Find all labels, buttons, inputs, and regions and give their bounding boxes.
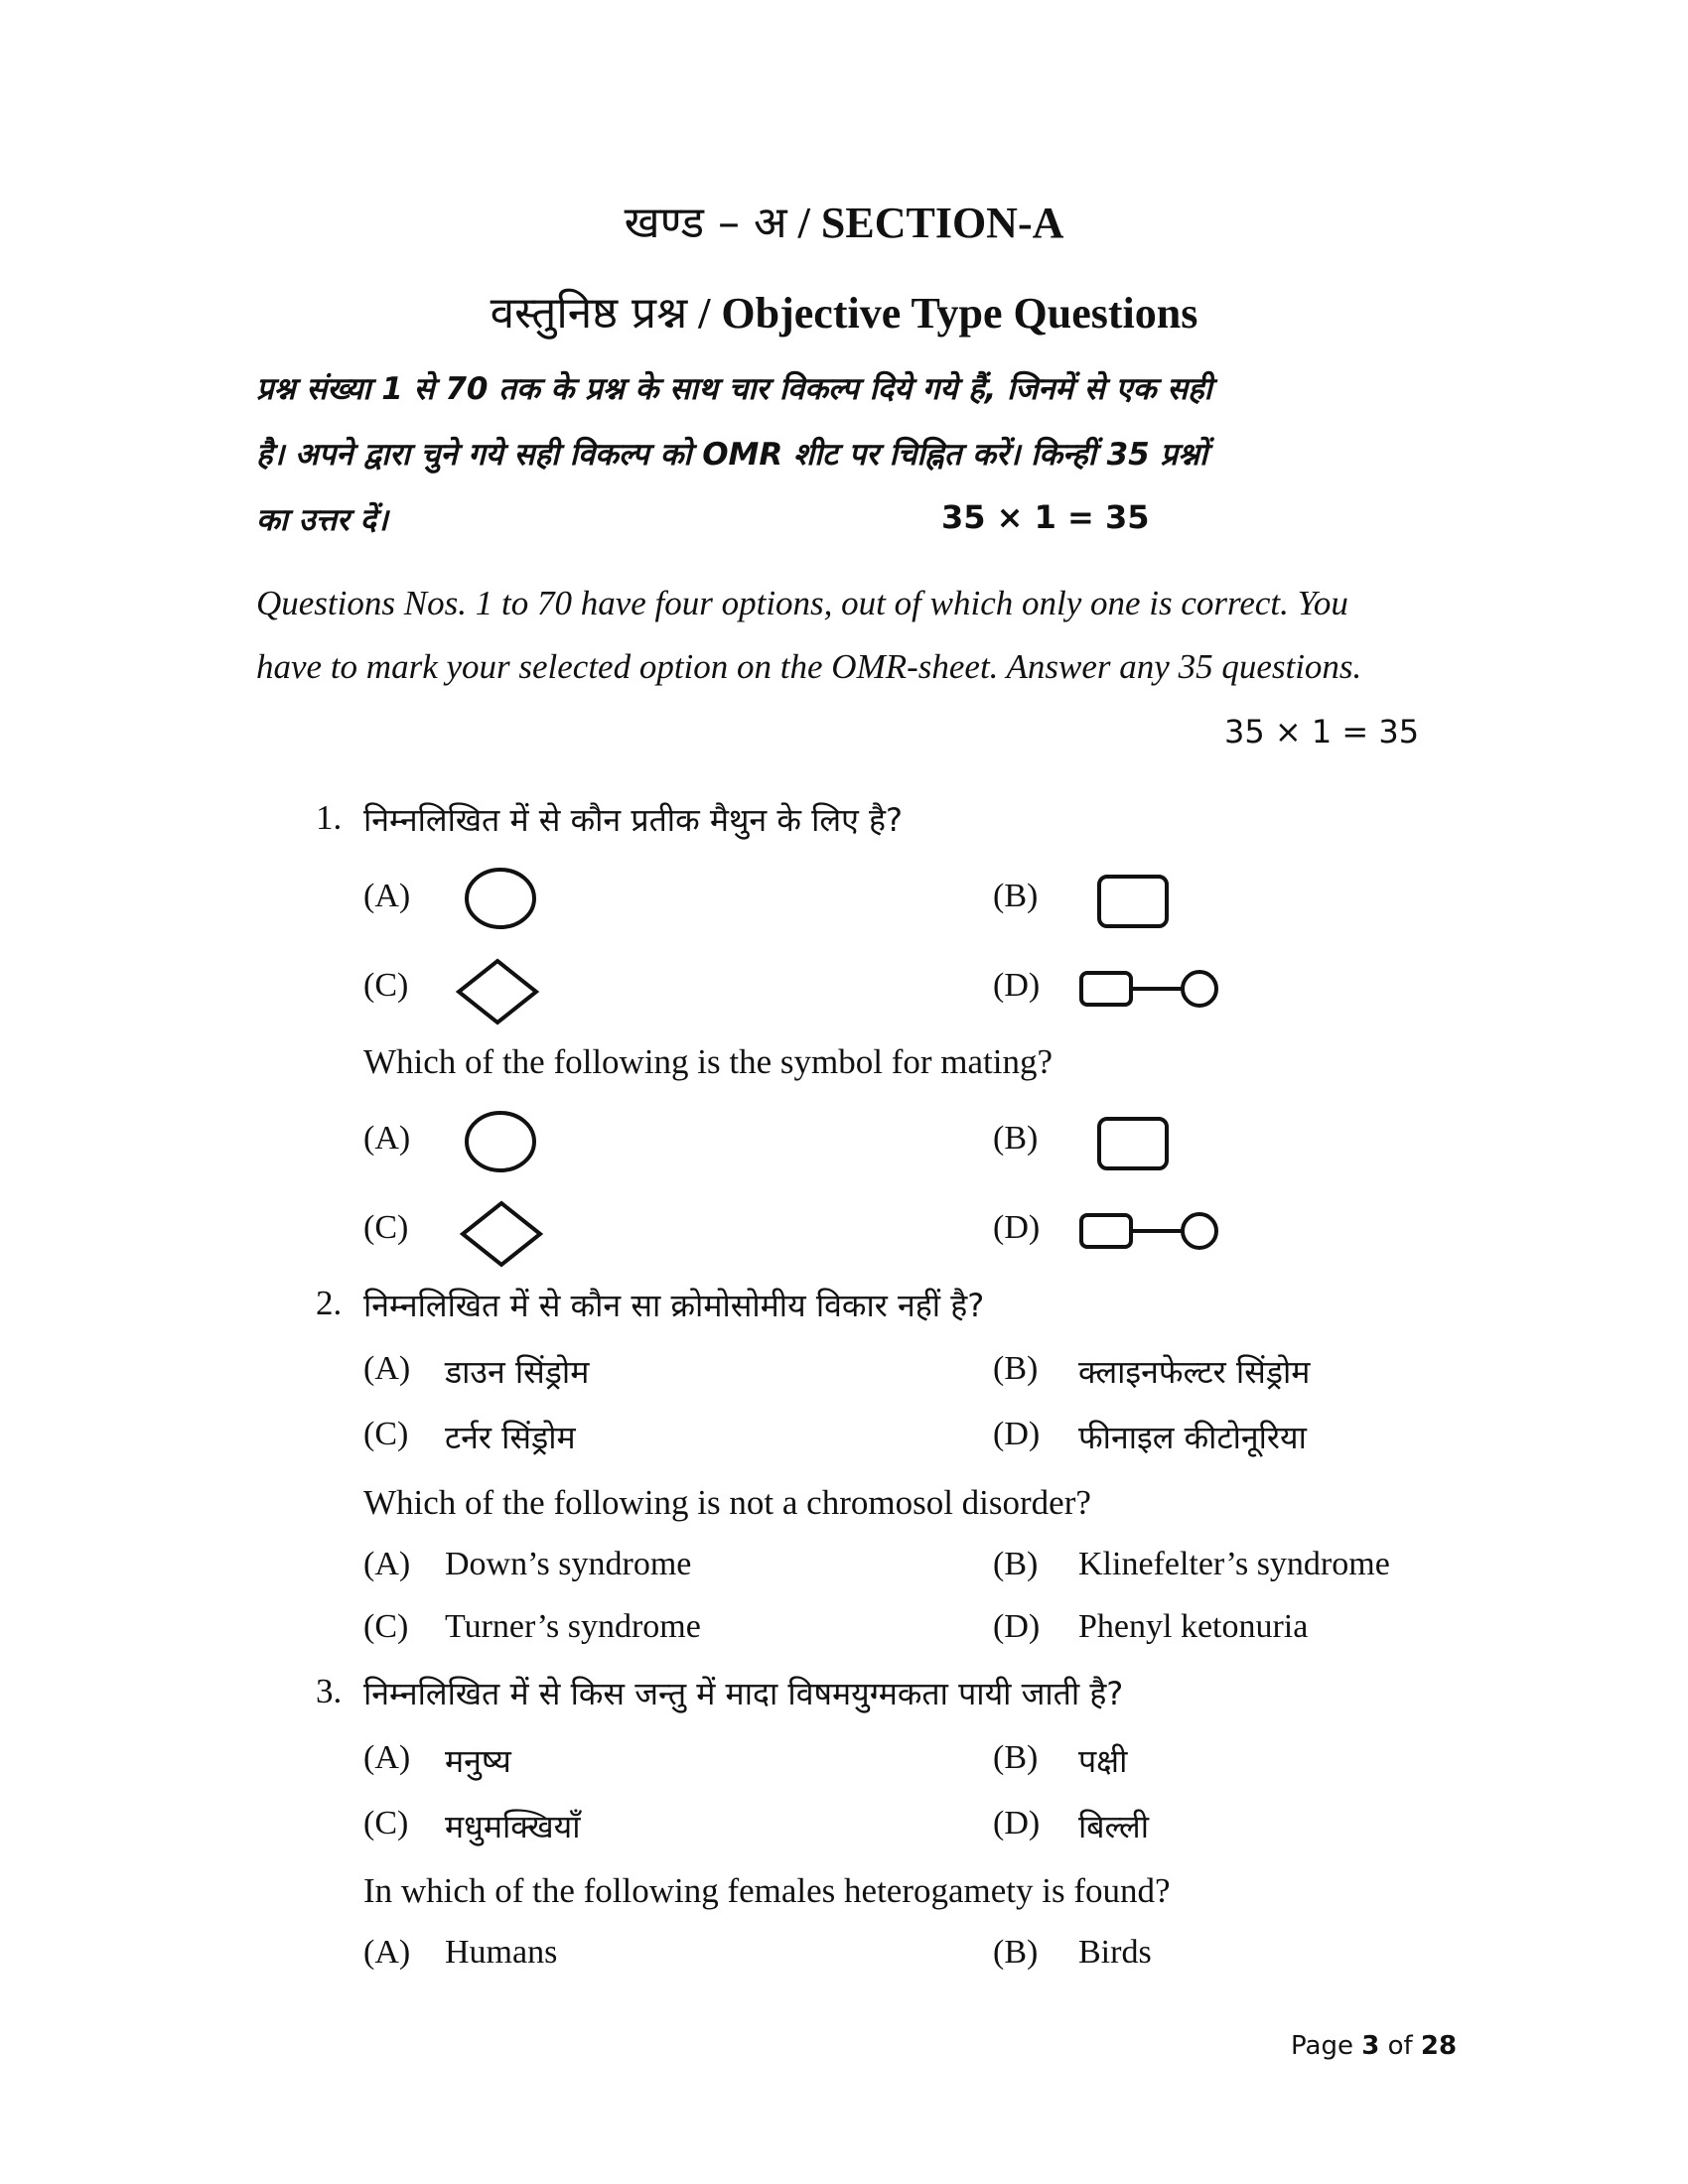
type-heading-separator: / — [687, 289, 722, 338]
page-total: 28 — [1420, 2031, 1458, 2061]
question-1-text-hi: निम्नलिखित में से कौन प्रतीक मैथुन के लिए है? — [363, 801, 903, 839]
type-heading — [0, 281, 1688, 341]
diamond-icon — [455, 957, 540, 1026]
question-3-text-en: In which of the following females heterogamety is found? — [363, 1871, 1171, 1910]
page-footer — [1291, 2031, 1457, 2061]
question-2-text-hi: निम्नलिखित में से कौन सा क्रोमोसोमीय विकार नहीं है? — [363, 1287, 985, 1324]
question-3-en-option-a: Humans — [445, 1934, 558, 1971]
instruction-hi-line-3: का उत्तर दें। — [256, 502, 388, 538]
question-3-number: 3. — [316, 1672, 343, 1710]
section-heading — [0, 191, 1688, 250]
type-heading-en: Objective Type Questions — [721, 289, 1198, 338]
section-heading-en: SECTION-A — [820, 199, 1064, 247]
question-2-en-option-c-label: (C) — [363, 1608, 409, 1645]
question-2-text-en: Which of the following is not a chromosol disorder? — [363, 1483, 1091, 1522]
circle-icon — [463, 866, 538, 931]
question-1-en-option-d-label: (D) — [993, 1209, 1041, 1246]
question-3-hi-option-d-label: (D) — [993, 1805, 1041, 1842]
of-word: of — [1379, 2031, 1421, 2061]
question-3-text-hi: निम्नलिखित में से किस जन्तु में मादा विषमयुग्मकता पायी जाती है? — [363, 1675, 1124, 1712]
square-line-circle-icon — [1078, 1211, 1223, 1251]
question-1-text-en: Which of the following is the symbol for mating? — [363, 1042, 1054, 1081]
question-2-hi-option-b: क्लाइनफेल्टर सिंड्रोम — [1078, 1353, 1311, 1391]
question-3-hi-option-a: मनुष्य — [445, 1742, 511, 1780]
page-word: Page — [1291, 2031, 1362, 2061]
question-2-hi-option-c-label: (C) — [363, 1416, 409, 1452]
question-1-en-option-a-label: (A) — [363, 1120, 411, 1157]
question-2-hi-option-d-label: (D) — [993, 1416, 1041, 1452]
type-heading-hi: वस्तुनिष्ठ प्रश्न — [490, 288, 688, 339]
question-2-hi-option-b-label: (B) — [993, 1350, 1039, 1387]
rounded-square-icon — [1096, 1116, 1172, 1173]
question-3-hi-option-a-label: (A) — [363, 1739, 411, 1776]
question-1-hi-option-b-label: (B) — [993, 878, 1039, 914]
question-2-hi-option-a: डाउन सिंड्रोम — [445, 1353, 590, 1391]
question-3-en-option-a-label: (A) — [363, 1934, 411, 1971]
question-1-hi-option-a-label: (A) — [363, 878, 411, 914]
instruction-hi-line-1: प्रश्न संख्या 1 से 70 तक के प्रश्न के साथ चार विकल्प दिये गये हैं, जिनमें से एक सही — [256, 371, 1212, 407]
circle-icon — [463, 1109, 538, 1174]
marks-en: 35 × 1 = 35 — [1224, 713, 1420, 751]
section-heading-separator: / — [786, 199, 821, 247]
question-2-hi-option-a-label: (A) — [363, 1350, 411, 1387]
question-3-hi-option-c-label: (C) — [363, 1805, 409, 1842]
question-1-en-option-c-label: (C) — [363, 1209, 409, 1246]
square-line-circle-icon — [1078, 969, 1223, 1009]
question-2-en-option-d: Phenyl ketonuria — [1078, 1608, 1309, 1645]
marks-hi: 35 × 1 = 35 — [941, 498, 1150, 536]
section-heading-hi: खण्ड – अ — [624, 198, 787, 248]
question-1-hi-option-c-label: (C) — [363, 967, 409, 1004]
question-1-en-option-b-label: (B) — [993, 1120, 1039, 1157]
instruction-en-line-1: Questions Nos. 1 to 70 have four options, out of which only one is correct. You — [256, 584, 1348, 622]
question-2-hi-option-d: फीनाइल कीटोनूरिया — [1078, 1419, 1307, 1456]
question-2-en-option-b-label: (B) — [993, 1546, 1039, 1582]
instruction-en-line-2: have to mark your selected option on the OMR-sheet. Answer any 35 questions. — [256, 647, 1362, 686]
instruction-hi-line-2: है। अपने द्वारा चुने गये सही विकल्प को OMR शीट पर चिह्नित करें। किन्हीं 35 प्रश्नों — [256, 437, 1208, 473]
question-3-hi-option-b-label: (B) — [993, 1739, 1039, 1776]
question-2-number: 2. — [316, 1284, 343, 1322]
question-3-hi-option-b: पक्षी — [1078, 1742, 1128, 1780]
question-1-number: 1. — [316, 798, 343, 837]
question-2-en-option-b: Klinefelter’s syndrome — [1078, 1546, 1390, 1582]
question-2-en-option-c: Turner’s syndrome — [445, 1608, 701, 1645]
question-3-hi-option-d: बिल्ली — [1078, 1808, 1149, 1845]
diamond-icon — [459, 1199, 544, 1269]
question-1-hi-option-d-label: (D) — [993, 967, 1041, 1004]
question-3-en-option-b: Birds — [1078, 1934, 1152, 1971]
page-number: 3 — [1361, 2031, 1380, 2061]
question-3-hi-option-c: मधुमक्खियाँ — [445, 1808, 581, 1845]
rounded-square-icon — [1096, 874, 1172, 931]
question-2-en-option-a: Down’s syndrome — [445, 1546, 692, 1582]
question-2-hi-option-c: टर्नर सिंड्रोम — [445, 1419, 576, 1456]
question-2-en-option-d-label: (D) — [993, 1608, 1041, 1645]
question-3-en-option-b-label: (B) — [993, 1934, 1039, 1971]
question-2-en-option-a-label: (A) — [363, 1546, 411, 1582]
